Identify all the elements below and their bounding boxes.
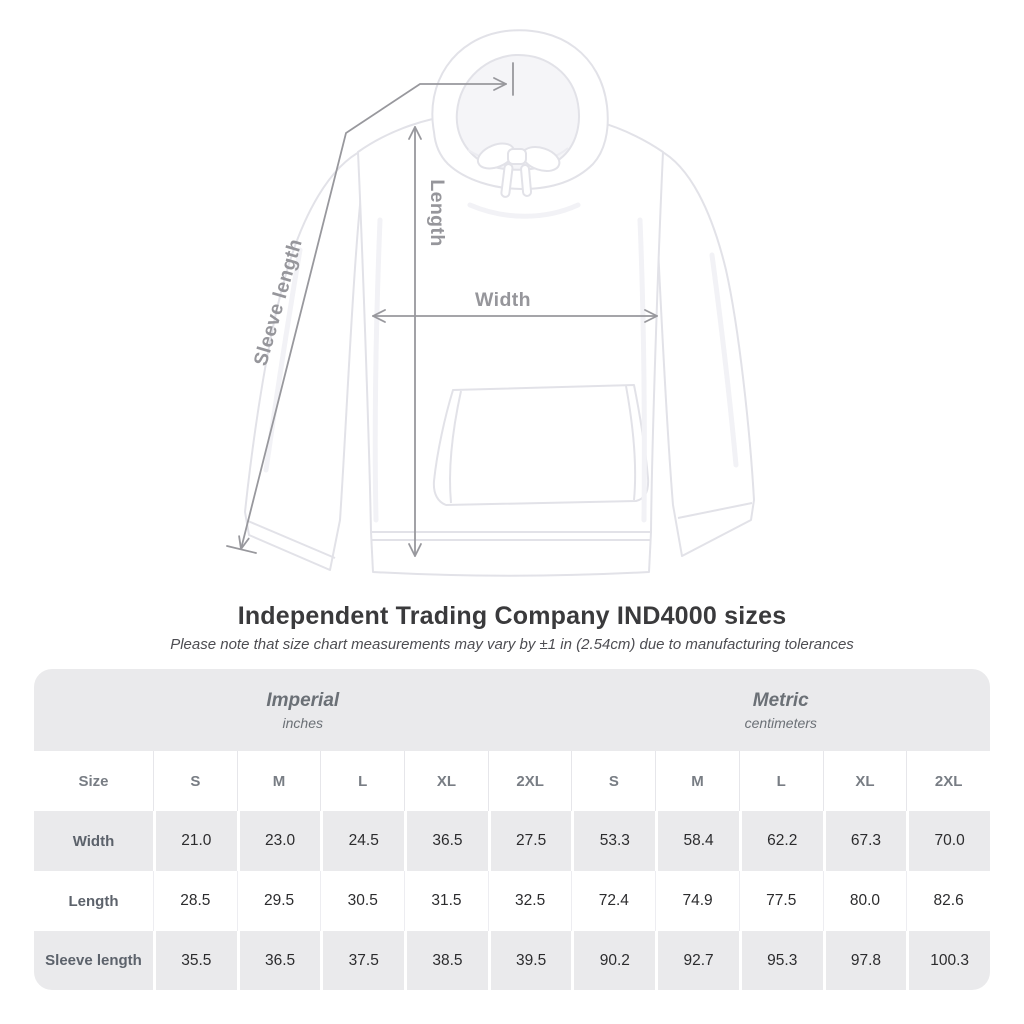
kangaroo-pocket xyxy=(434,385,648,505)
value-cell: 95.3 xyxy=(739,931,823,990)
column-header-m-imperial: M xyxy=(237,751,321,811)
value-cell: 58.4 xyxy=(655,811,739,871)
metric-unit: centimeters xyxy=(744,714,817,731)
length-label: Length xyxy=(426,179,448,247)
value-cell: 72.4 xyxy=(571,871,655,931)
column-header-l-imperial: L xyxy=(320,751,404,811)
value-cell: 27.5 xyxy=(488,811,572,871)
value-cell: 21.0 xyxy=(153,811,237,871)
value-cell: 30.5 xyxy=(320,871,404,931)
width-label: Width xyxy=(475,289,531,311)
value-cell: 80.0 xyxy=(823,871,907,931)
sleeve-length-label: Sleeve length xyxy=(249,236,307,369)
column-header-2xl-imperial: 2XL xyxy=(488,751,572,811)
value-cell: 32.5 xyxy=(488,871,572,931)
value-cell: 36.5 xyxy=(237,931,321,990)
size-corner-header: Size xyxy=(78,772,109,790)
column-header-s-metric: S xyxy=(571,751,655,811)
value-cell: 38.5 xyxy=(404,931,488,990)
column-header-xl-metric: XL xyxy=(823,751,907,811)
imperial-group-header xyxy=(34,669,572,751)
hoodie-right-sleeve xyxy=(656,150,754,556)
imperial-unit: inches xyxy=(282,714,323,731)
value-cell: 77.5 xyxy=(739,871,823,931)
column-header-m-metric: M xyxy=(655,751,739,811)
value-cell: 39.5 xyxy=(488,931,572,990)
value-cell: 23.0 xyxy=(237,811,321,871)
page-title: Independent Trading Company IND4000 sizes xyxy=(237,602,787,630)
value-cell: 90.2 xyxy=(571,931,655,990)
bow-knot xyxy=(508,149,526,164)
value-cell: 97.8 xyxy=(823,931,907,990)
column-header-l-metric: L xyxy=(739,751,823,811)
column-header-row xyxy=(34,751,990,811)
table-row-sleeve-length xyxy=(34,931,990,990)
value-cell: 70.0 xyxy=(906,811,990,871)
value-cell: 100.3 xyxy=(906,931,990,990)
value-cell: 53.3 xyxy=(571,811,655,871)
table-row-width xyxy=(34,811,990,871)
value-cell: 35.5 xyxy=(153,931,237,990)
value-cell: 29.5 xyxy=(237,871,321,931)
row-label-width: Width xyxy=(34,811,153,871)
value-cell: 92.7 xyxy=(655,931,739,990)
value-cell: 31.5 xyxy=(404,871,488,931)
column-header-s-imperial: S xyxy=(153,751,237,811)
row-label-length: Length xyxy=(68,892,119,910)
value-cell: 36.5 xyxy=(404,811,488,871)
value-cell: 37.5 xyxy=(320,931,404,990)
value-cell: 28.5 xyxy=(153,871,237,931)
value-cell: 24.5 xyxy=(320,811,404,871)
value-cell: 67.3 xyxy=(823,811,907,871)
column-header-xl-imperial: XL xyxy=(404,751,488,811)
row-label-sleeve-length: Sleeve length xyxy=(34,931,153,990)
imperial-label: Imperial xyxy=(266,689,340,711)
unit-group-row xyxy=(34,669,990,751)
column-header-2xl-metric: 2XL xyxy=(906,751,990,811)
table-row-length xyxy=(34,871,990,931)
drawstring-right xyxy=(521,165,532,197)
value-cell: 62.2 xyxy=(739,811,823,871)
metric-label: Metric xyxy=(752,689,809,711)
metric-group-header xyxy=(572,669,991,751)
tolerance-note: Please note that size chart measurements may vary by ±1 in (2.54cm) due to manufacturing tolerances xyxy=(170,636,854,653)
value-cell: 74.9 xyxy=(655,871,739,931)
value-cell: 82.6 xyxy=(906,871,990,931)
size-chart-table xyxy=(34,669,990,990)
